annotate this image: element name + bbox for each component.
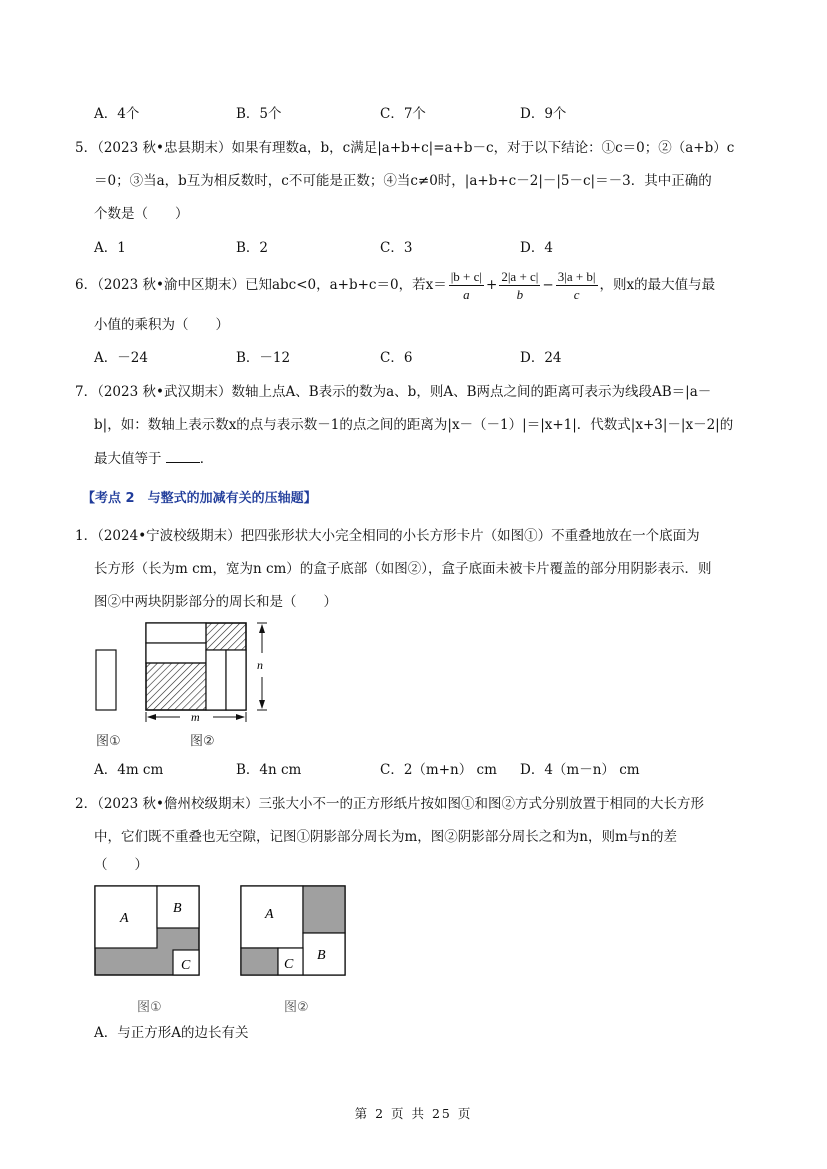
fig1-label-a: A <box>120 911 129 926</box>
s2q1-option-d: D．4（m－n） cm <box>520 762 640 778</box>
question-number: 7． <box>75 384 98 400</box>
q5-option-d: D．4 <box>520 240 553 256</box>
shaded-region-2 <box>206 623 246 650</box>
option-a: A．4个 <box>94 106 140 122</box>
question-text: 最大值等于 <box>94 451 162 467</box>
answer-blank[interactable] <box>166 448 200 463</box>
q5-line3: 个数是（ ） <box>94 206 189 222</box>
fig2-shaded-bottom-left <box>241 948 278 975</box>
s2q2-line2: 中，它们既不重叠也无空隙，记图①阴影部分周长为m，图②阴影部分周长之和为n，则m与n的差 <box>94 829 677 845</box>
fraction-1-denominator: a <box>463 287 470 302</box>
q6-line1: 6．（2023 秋•渝中区期末）已知abc<0，a+b+c＝0，若x＝ $\frac{|b + c|}{a}$ + $\frac{2|a + c|}{b}$ − $\frac{3|a + b|}{c}$ ，则x的最大值与最 <box>75 269 716 302</box>
shaded-region-1 <box>146 663 206 710</box>
option-b: B．5个 <box>236 106 282 122</box>
q5-option-a: A．1 <box>94 240 126 256</box>
q6-option-c: C．6 <box>380 350 413 366</box>
question-source: （2023 秋•武汉期末） <box>97 384 232 400</box>
q5-line1 <box>75 138 734 158</box>
question-text: 数轴上点A、B表示的数为a、b，则A、B两点之间的距离可表示为线段AB＝|a－ <box>231 384 712 400</box>
question-source: （2024•宁波校级期末） <box>97 528 241 544</box>
fig2-label-b: B <box>317 948 326 963</box>
q5-option-b: B．2 <box>236 240 269 256</box>
card-box-figure <box>85 615 285 730</box>
card-vertical-2 <box>226 650 246 710</box>
s2q1-line1 <box>75 526 700 546</box>
s2q2-line1 <box>75 794 704 814</box>
dimension-n-label: n <box>257 658 263 672</box>
q7-line1 <box>75 382 711 402</box>
fraction-3-numerator: 3|a + b| <box>557 269 596 284</box>
question-text: 如果有理数a，b，c满足|a+b+c|=a+b－c，对于以下结论：①c＝0；②（a+b）c <box>231 140 735 156</box>
question-number: 5． <box>75 140 98 156</box>
fraction-2 <box>499 268 540 303</box>
figure-2-label: 图② <box>284 1000 309 1015</box>
question-source: （2023 秋•渝中区期末） <box>97 277 245 293</box>
section-header: 【考点 2 与整式的加减有关的压轴题】 <box>82 491 317 506</box>
single-card <box>96 650 116 710</box>
question-source: （2023 秋•儋州校级期末） <box>97 796 259 812</box>
card-horizontal-2 <box>146 643 206 663</box>
question-text-tail: ，则x的最大值与最 <box>599 277 716 293</box>
figure-2-label: 图② <box>190 734 215 749</box>
question-number: 6． <box>75 277 98 293</box>
q6-line2: 小值的乘积为（ ） <box>94 317 229 333</box>
s2q1-line2: 长方形（长为m cm，宽为n cm）的盒子底部（如图②），盒子底面未被卡片覆盖的部分用阴影表示．则 <box>94 561 712 577</box>
figure-1-label: 图① <box>96 734 121 749</box>
card-vertical-1 <box>206 650 226 710</box>
question-number: 1． <box>75 528 98 544</box>
fraction-1 <box>449 268 484 303</box>
q5-option-c: C．3 <box>380 240 413 256</box>
fig1-label-b: B <box>173 901 182 916</box>
fraction-2-numerator: 2|a + c| <box>501 269 539 284</box>
q7-line3 <box>94 448 213 469</box>
s2q1-line3: 图②中两块阴影部分的周长和是（ ） <box>94 594 337 610</box>
q6-option-d: D．24 <box>520 350 562 366</box>
fraction-2-denominator: b <box>516 287 524 302</box>
question-source: （2023 秋•忠县期末） <box>97 140 232 156</box>
q6-option-a: A．－24 <box>94 350 148 366</box>
fraction-3 <box>556 268 598 303</box>
squares-figure <box>93 884 353 978</box>
fraction-3-denominator: c <box>573 287 580 302</box>
q7-line2: b|，如：数轴上表示数x的点与表示数－1的点之间的距离为|x－（－1）|＝|x+1|．代数式|x+3|－|x－2|的 <box>94 417 734 433</box>
q5-line2: ＝0；③当a，b互为相反数时，c不可能是正数；④当c≠0时，|a+b+c－2|－|5－c|＝－3．其中正确的 <box>94 173 712 189</box>
fig2-shaded-top-right <box>303 886 345 933</box>
figure-1-label: 图① <box>137 1000 162 1015</box>
dimension-m-label: m <box>191 710 200 724</box>
period: ． <box>199 451 214 467</box>
fig1-label-c: C <box>181 958 191 973</box>
page-footer: 第 2 页 共 25 页 <box>354 1106 473 1121</box>
fraction-1-numerator: |b + c| <box>450 269 483 284</box>
question-text: 把四张形状大小完全相同的小长方形卡片（如图①）不重叠地放在一个底面为 <box>240 528 700 544</box>
option-d: D．9个 <box>520 106 567 122</box>
s2q1-option-a: A．4m cm <box>94 762 164 778</box>
q6-option-b: B．－12 <box>236 350 291 366</box>
s2q2-line3: （ ） <box>94 857 148 873</box>
option-c: C．7个 <box>380 106 426 122</box>
fig2-label-a: A <box>265 907 274 922</box>
question-number: 2． <box>75 796 98 812</box>
s2q1-option-b: B．4n cm <box>236 762 302 778</box>
question-text: 三张大小不一的正方形纸片按如图①和图②方式分别放置于相同的大长方形 <box>258 796 704 812</box>
s2q2-option-a: A．与正方形A的边长有关 <box>94 1025 249 1041</box>
question-text: 已知abc<0，a+b+c＝0，若x＝ <box>244 277 447 293</box>
fig2-label-c: C <box>284 957 294 972</box>
card-horizontal-1 <box>146 623 206 643</box>
s2q1-option-c: C．2（m+n） cm <box>380 762 497 778</box>
